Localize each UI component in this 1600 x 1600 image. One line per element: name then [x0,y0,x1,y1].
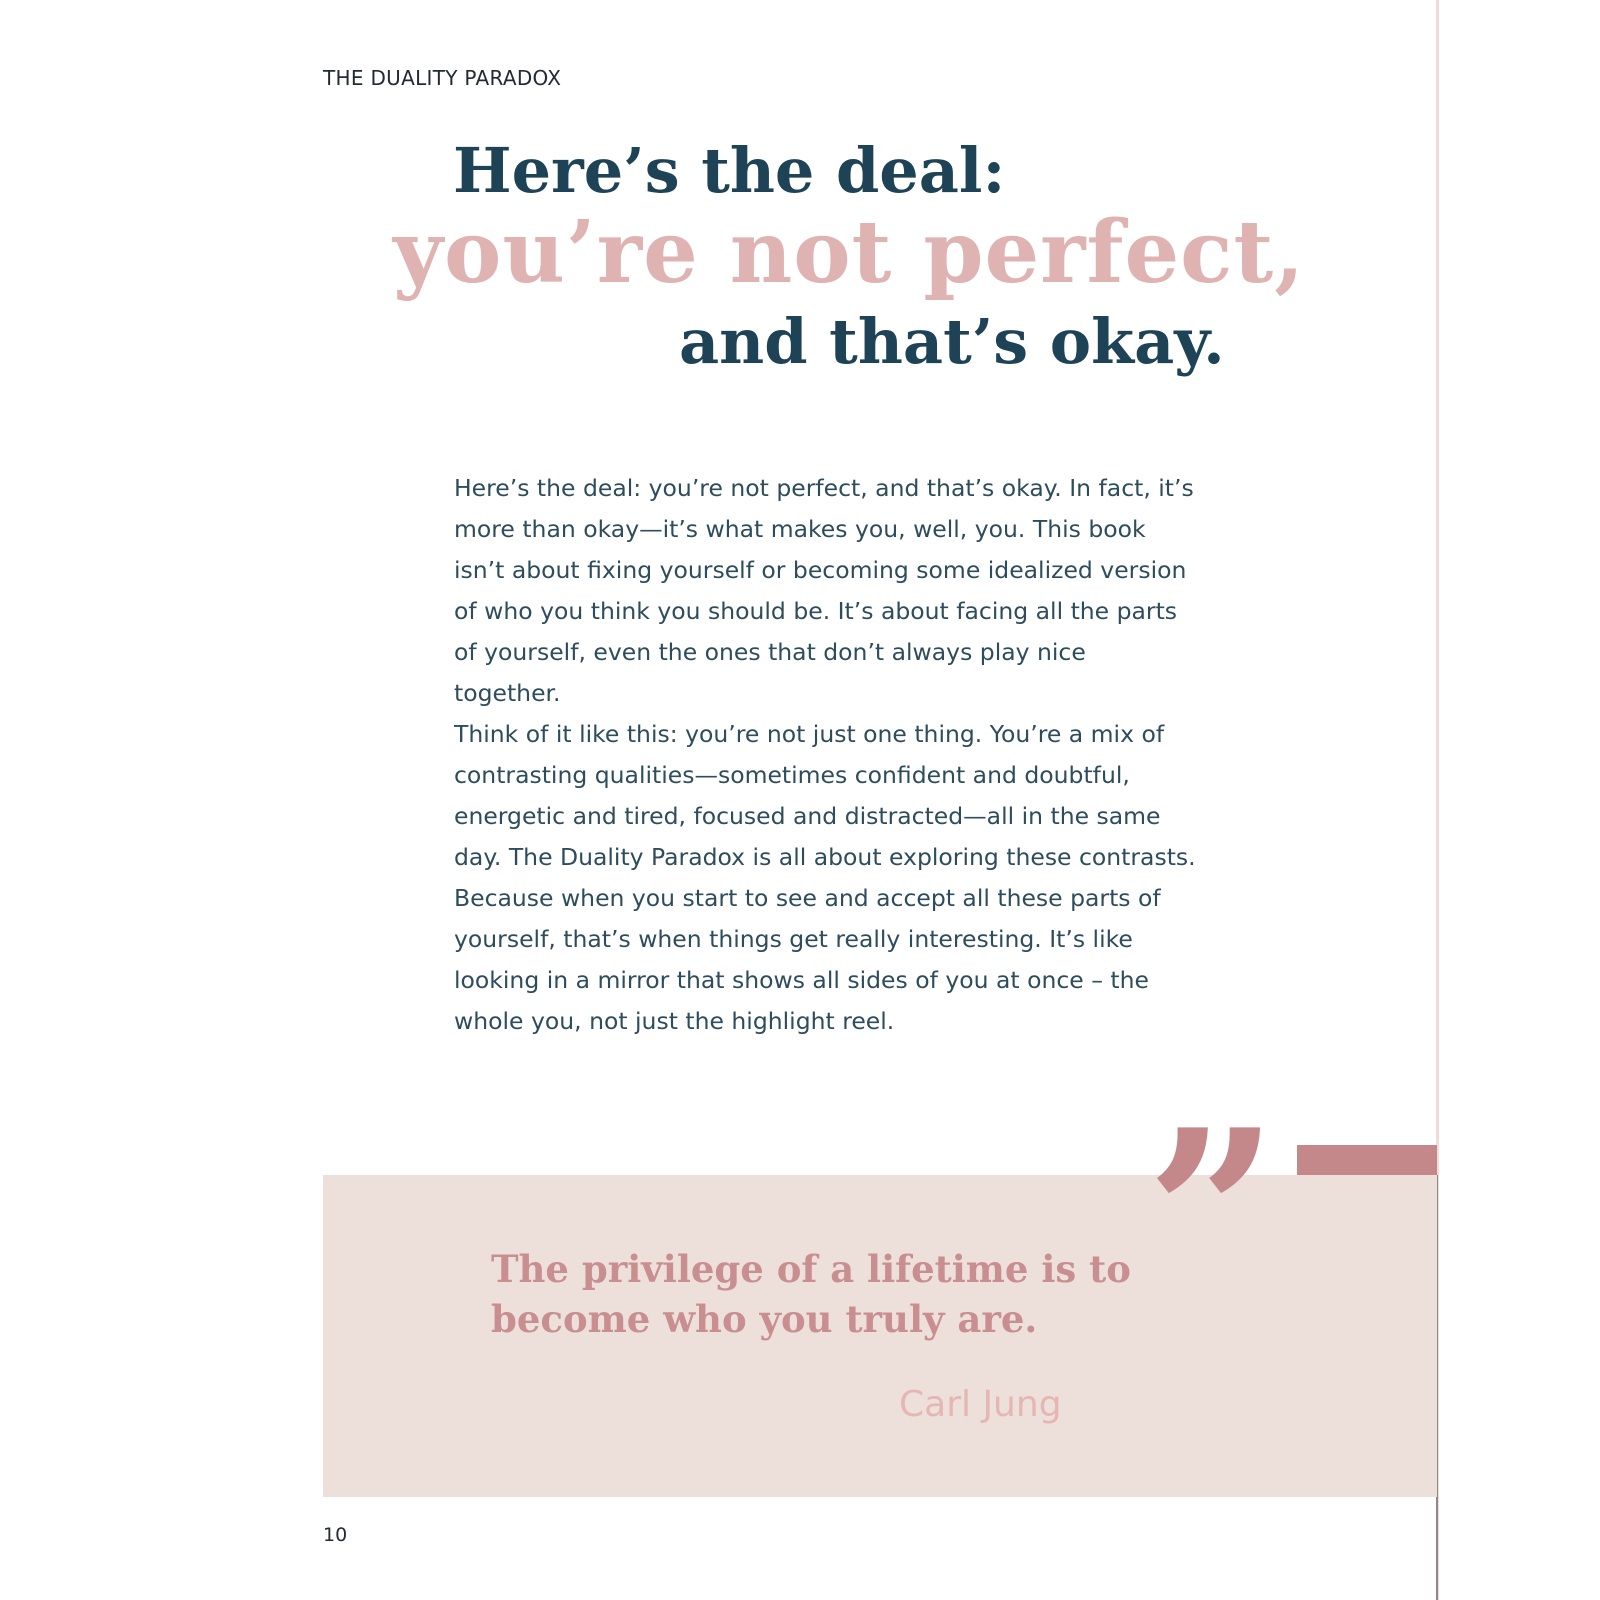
pull-quote-text: The privilege of a lifetime is to become who you truly are. [491,1247,1131,1341]
headline-line-3: and that’s okay. [679,305,1225,378]
headline-line-2: you’re not perfect, [393,202,1306,303]
headline-line-1: Here’s the deal: [453,134,1006,207]
running-header: THE DUALITY PARADOX [323,66,562,90]
quote-author: Carl Jung [899,1384,1062,1425]
body-paragraph-2: Think of it like this: you’re not just one thing. You’re a mix of contrasting qualities—sometimes confident and doubtful, energetic and tired, focused and distracted—all in the same day. The Duality Paradox is all about exploring these contrasts. Because when you start to see and accept all these parts of yourself, that’s when things get really interesting. It’s like looking in a mirror that shows all sides of you at once – the whole you, not just the highlight reel. [454,720,1196,1035]
quote-mark-icon: ” [1146,1080,1279,1350]
body-paragraph-1: Here’s the deal: you’re not perfect, and that’s okay. In fact, it’s more than okay—it’s what makes you, well, you. This book isn’t about fixing yourself or becoming some idealized version of who you think you should be. It’s about facing all the parts of yourself, even the ones that don’t always play nice together. [454,474,1194,707]
page-number: 10 [323,1524,348,1546]
quote-accent-bar [1297,1145,1437,1175]
